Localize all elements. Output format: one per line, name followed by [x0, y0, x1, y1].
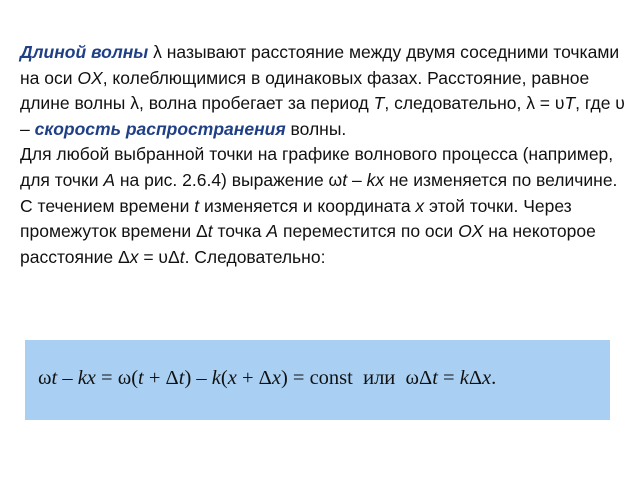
var-t: t	[179, 246, 185, 267]
formula-part: (	[220, 367, 228, 389]
formula-var: x	[271, 367, 281, 389]
text-span: , где υ –	[20, 93, 625, 139]
formula-part: ) –	[184, 367, 212, 389]
text-span: волны.	[285, 118, 347, 139]
formula-var: kx	[77, 367, 96, 389]
period-symbol: T	[373, 93, 385, 114]
text-content	[20, 40, 626, 270]
axis-label: OX	[77, 67, 103, 88]
term-wavelength: Длиной волны	[20, 42, 149, 62]
var-x: x	[415, 195, 425, 216]
formula-part: =	[437, 367, 460, 389]
formula-var: t	[138, 367, 144, 389]
formula-var: t	[178, 367, 185, 389]
point-label: A	[103, 169, 116, 190]
formula-var: t	[51, 367, 58, 389]
paragraph-wavelength	[20, 40, 626, 142]
formula-part: ω	[38, 367, 52, 389]
formula-var: x	[227, 367, 237, 389]
text-span: –	[347, 169, 367, 190]
text-span: переместится по оси	[278, 221, 459, 242]
text-span: этой точки. Через промежуток времени Δ	[20, 195, 572, 242]
text-span: λ называют расстояние между двумя соседними точками на оси	[20, 42, 620, 88]
formula-var: x	[482, 367, 492, 389]
formula-var: t	[432, 367, 438, 389]
text-span: изменяется и координата	[199, 195, 416, 216]
var-t: t	[342, 169, 348, 190]
formula-part: ) = const или ωΔ	[280, 367, 433, 389]
point-label: A	[266, 221, 279, 242]
text-span: не изменяется по величине. С течением времени	[20, 169, 618, 216]
formula-var: k	[211, 367, 221, 389]
var-kx: kx	[366, 169, 385, 190]
formula-box	[25, 340, 610, 420]
text-span: Для любой выбранной точки на графике волнового процесса (например, для точки	[20, 144, 614, 190]
formula-part: = ω(	[95, 367, 139, 389]
var-x: x	[129, 246, 139, 267]
formula-part: –	[57, 367, 78, 389]
formula-part: + Δ	[143, 367, 179, 389]
text-span: на некоторое расстояние Δ	[20, 221, 596, 267]
text-span: на рис. 2.6.4) выражение ω	[115, 169, 343, 190]
text-span: , следовательно, λ = υ	[384, 93, 565, 114]
paragraph-phase	[20, 142, 626, 270]
axis-label: OX	[458, 221, 484, 242]
period-symbol: T	[564, 93, 576, 114]
text-span: = υΔ	[138, 246, 180, 267]
text-span: , колеблющимися в одинаковых фазах. Расстояние, равное длине волны λ, волна пробегает за период	[20, 67, 590, 114]
phase-formula	[38, 364, 496, 392]
text-span: точка	[212, 221, 267, 242]
formula-part: .	[491, 367, 497, 389]
var-t: t	[207, 221, 213, 242]
formula-part: Δ	[468, 367, 483, 389]
var-t: t	[194, 195, 200, 216]
text-span: . Следовательно:	[184, 246, 326, 267]
term-propagation-speed: скорость распространения	[34, 118, 286, 139]
formula-var: k	[459, 367, 469, 389]
formula-part: + Δ	[236, 367, 272, 389]
